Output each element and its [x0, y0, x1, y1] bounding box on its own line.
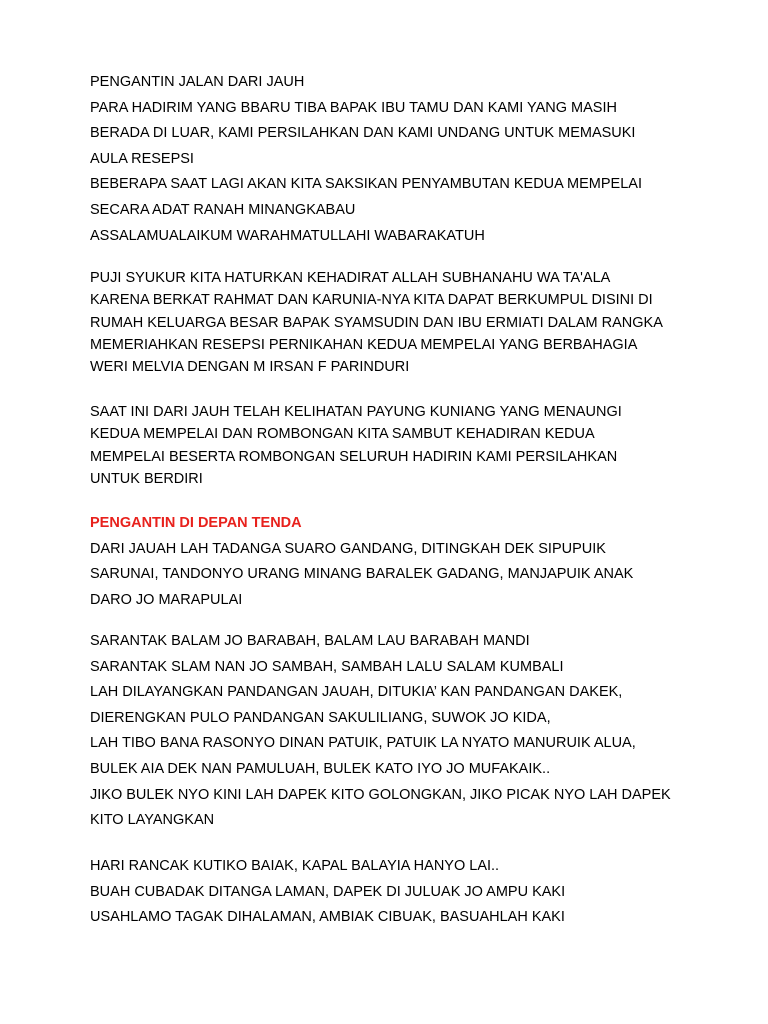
pantun-line: BUAH CUBADAK DITANGA LAMAN, DAPEK DI JULUAK JO AMPU KAKI [90, 883, 566, 900]
pantun-line: KITO LAYANGKAN [90, 812, 215, 829]
intro-line: AULA RESEPSI [90, 150, 194, 167]
pantun-line: LAH TIBO BANA RASONYO DINAN PATUIK, PATUIK LA NYATO MANURUIK ALUA, [90, 735, 636, 752]
pantun-line: HARI RANCAK KUTIKO BAIAK, KAPAL BALAYIA HANYO LAI.. [90, 858, 500, 874]
payung-paragraph [90, 401, 622, 490]
pantun-line: DIERENGKAN PULO PANDANGAN SAKULILIANG, SUWOK JO KIDA, [90, 709, 551, 726]
pantun-line: LAH DILAYANGKAN PANDANGAN JAUAH, DITUKIA’ KAN PANDANGAN DAKEK, [90, 684, 623, 701]
section-heading: PENGANTIN DI DEPAN TENDA [90, 515, 302, 531]
paragraph-line: MEMERIAHKAN RESEPSI PERNIKAHAN KEDUA MEMPELAI YANG BERBAHAGIA [90, 336, 638, 353]
paragraph-line: KARENA BERKAT RAHMAT DAN KARUNIA-NYA KITA DAPAT BERKUMPUL DISINI DI [90, 292, 653, 309]
paragraph-line: UNTUK BERDIRI [90, 470, 203, 487]
intro-line: ASSALAMUALAIKUM WARAHMATULLAHI WABARAKATUH [90, 227, 485, 244]
section-line: DARI JAUAH LAH TADANGA SUARO GANDANG, DITINGKAH DEK SIPUPUIK [90, 540, 606, 557]
syukur-paragraph [90, 267, 663, 378]
intro-section [90, 70, 642, 249]
intro-line: BERADA DI LUAR, KAMI PERSILAHKAN DAN KAMI UNDANG UNTUK MEMASUKI [90, 125, 636, 142]
pantun-line: SARANTAK BALAM JO BARABAH, BALAM LAU BARABAH MANDI [90, 633, 530, 649]
paragraph-line: MEMPELAI BESERTA ROMBONGAN SELURUH HADIRIN KAMI PERSILAHKAN [90, 448, 618, 465]
tenda-section [90, 511, 633, 613]
paragraph-line: KEDUA MEMPELAI DAN ROMBONGAN KITA SAMBUT KEHADIRAN KEDUA [90, 426, 595, 443]
intro-line: BEBERAPA SAAT LAGI AKAN KITA SAKSIKAN PENYAMBUTAN KEDUA MEMPELAI [90, 176, 642, 193]
paragraph-line: WERI MELVIA DENGAN M IRSAN F PARINDURI [90, 359, 410, 376]
paragraph-line: RUMAH KELUARGA BESAR BAPAK SYAMSUDIN DAN IBU ERMIATI DALAM RANGKA [90, 314, 663, 331]
paragraph-line: PUJI SYUKUR KITA HATURKAN KEHADIRAT ALLAH SUBHANAHU WA TA'ALA [90, 270, 611, 286]
section-line: DARO JO MARAPULAI [90, 591, 243, 608]
rancak-pantun [90, 854, 565, 931]
pantun-line: BULEK AIA DEK NAN PAMULUAH, BULEK KATO IYO JO MUFAKAIK.. [90, 760, 551, 777]
sarantak-pantun [90, 629, 671, 834]
intro-line: PARA HADIRIM YANG BBARU TIBA BAPAK IBU TAMU DAN KAMI YANG MASIH [90, 99, 617, 116]
intro-title: PENGANTIN JALAN DARI JAUH [90, 74, 305, 90]
pantun-line: JIKO BULEK NYO KINI LAH DAPEK KITO GOLONGKAN, JIKO PICAK NYO LAH DAPEK [90, 786, 671, 803]
pantun-line: USAHLAMO TAGAK DIHALAMAN, AMBIAK CIBUAK, BASUAHLAH KAKI [90, 909, 565, 926]
intro-line: SECARA ADAT RANAH MINANGKABAU [90, 201, 356, 218]
pantun-line: SARANTAK SLAM NAN JO SAMBAH, SAMBAH LALU SALAM KUMBALI [90, 658, 564, 675]
paragraph-line: SAAT INI DARI JAUH TELAH KELIHATAN PAYUNG KUNIANG YANG MENAUNGI [90, 404, 622, 420]
section-line: SARUNAI, TANDONYO URANG MINANG BARALEK GADANG, MANJAPUIK ANAK [90, 566, 634, 583]
